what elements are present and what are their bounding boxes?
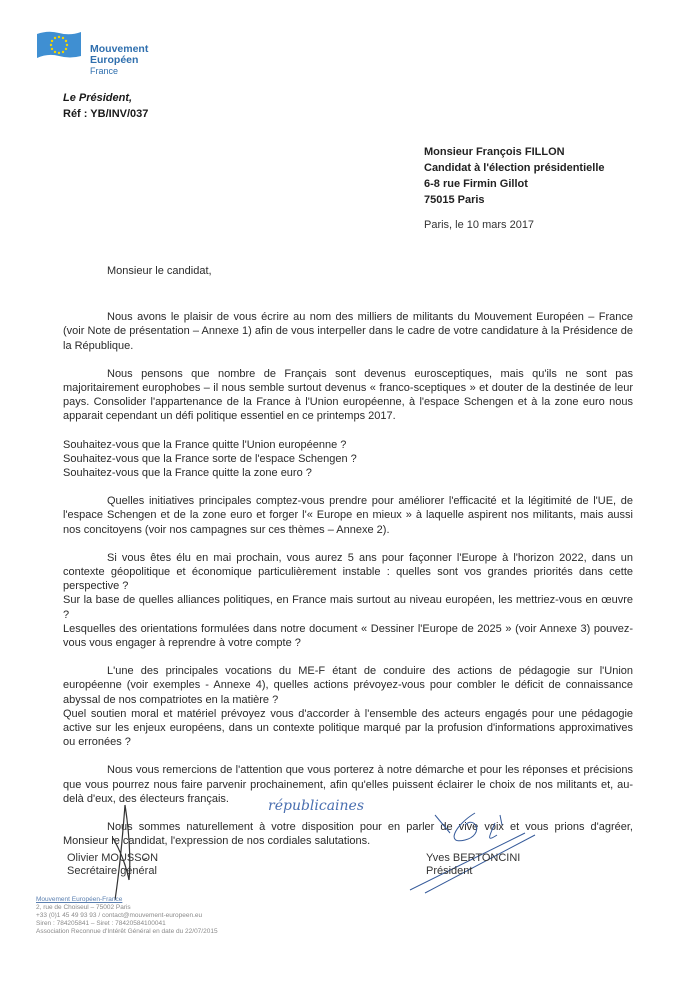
- paragraph-intro: Nous avons le plaisir de vous écrire au nom des milliers de militants du Mouvement Européen – France (voir Note de présentation – Annexe 1) afin de vous interpeller dans le cadre de votre candidature à la Présidence de la République.: [63, 311, 633, 352]
- signatory-name: Yves BERTONCINI: [426, 852, 521, 864]
- signatory-secretary: [67, 852, 158, 878]
- orientations-question: Lesquelles des orientations formulées dans notre document « Dessiner l'Europe de 2025 » (voir Annexe 3) pouvez-vous vous engager à reprendre à votre compte ?: [63, 622, 633, 650]
- recipient-name: Monsieur François FILLON: [424, 146, 565, 158]
- handwritten-annotation: républicaines: [268, 798, 365, 814]
- support-question: Quel soutien moral et matériel prévoyez vous d'accorder à l'ensemble des acteurs engagés pour une pédagogie active sur les enjeux européens, dans un contexte politique marqué par la profusion d'informations approximatives ou erronées ?: [63, 707, 633, 749]
- recipient-street: 6-8 rue Firmin Gillot: [424, 178, 528, 190]
- paragraph-euroscepticism: Nous pensons que nombre de Français sont devenus eurosceptiques, mais qu'ils ne sont pas majoritairement europhobes – il nous semble surtout devenus « franco-sceptiques » et douter de la destinée de leur pays. Consolider l'appartenance de la France à l'Union européenne, à l'espace Schengen et à la zone euro nous apparait cependant un défi politique essentiel en ce printemps 2017.: [63, 367, 633, 423]
- paragraph-closing: Nous sommes naturellement à votre disposition pour en parler de vive voix et vous prions d'agréer, Monsieur le candidat, l'expression de nos cordiales salutations.: [63, 821, 633, 848]
- logo-line-2: Européen: [90, 54, 139, 66]
- logo-line-3: France: [90, 66, 119, 76]
- paragraph-pedagogy: [63, 664, 633, 749]
- signatory-role: Secrétaire général: [67, 865, 157, 877]
- footer-ids: Siren : 784205841 – Siret : 78420584100041: [36, 920, 166, 927]
- eu-flag-icon: [36, 30, 82, 60]
- footer-address: 2, rue de Choiseul – 75002 Paris: [36, 904, 131, 911]
- paragraph-thanks: Nous vous remercions de l'attention que vous porterez à notre démarche et pour les réponses et précisions que vous pourrez nous faire parvenir prochainement, afin qu'elles puissent éclairer le choix de nos militants et, au-delà d'eux, des électeurs français.: [63, 764, 633, 805]
- question-list: [63, 438, 633, 481]
- letter-date: Paris, le 10 mars 2017: [424, 219, 535, 231]
- recipient-city: 75015 Paris: [424, 194, 485, 206]
- signatory-president: [426, 852, 520, 878]
- paragraph-priorities: [63, 551, 633, 650]
- letterhead-footer: [36, 896, 218, 936]
- organization-logo: [36, 30, 166, 85]
- sender-block: [63, 90, 148, 122]
- logo-wordmark: [90, 44, 148, 77]
- recipient-role: Candidat à l'élection présidentielle: [424, 162, 605, 174]
- alliances-question: Sur la base de quelles alliances politiques, en France mais surtout au niveau européen, les mettriez-vous en œuvre ?: [63, 594, 633, 621]
- paragraph-initiatives: Quelles initiatives principales comptez-vous prendre pour améliorer l'efficacité et la légitimité de l'UE, de l'espace Schengen et de la zone euro et forger l'« Europe en mieux » à laquelle aspirent nos militants, mais aussi nos concitoyens (voir nos campagnes sur ces thèmes – Annexe 2).: [63, 495, 633, 536]
- pedagogy-text: L'une des principales vocations du ME-F étant de conduire des actions de pédagogie sur l'Union européenne (voir exemples - Annexe 4), quelles actions prévoyez-vous pour combler le déficit de connaissance abyssal de nos compatriotes en la matière ?: [63, 665, 633, 706]
- logo-line-1: Mouvement: [90, 43, 149, 55]
- signatory-role: Président: [426, 865, 473, 877]
- recipient-address: [424, 144, 605, 208]
- priorities-text: Si vous êtes élu en mai prochain, vous aurez 5 ans pour façonner l'Europe à l'horizon 2022, dans un contexte géopolitique et économique particulièrement instable : quelles sont vos grandes priorités dans cette perspective ?: [63, 551, 633, 593]
- salutation: Monsieur le candidat,: [107, 265, 212, 277]
- question-eu: Souhaitez-vous que la France quitte l'Union européenne ?: [63, 438, 347, 451]
- footer-org-name: Mouvement Européen-France: [36, 896, 123, 903]
- signatory-name: Olivier MOUSSON: [67, 852, 159, 864]
- letter-body: [63, 264, 633, 863]
- question-schengen: Souhaitez-vous que la France sorte de l'espace Schengen ?: [63, 452, 357, 465]
- footer-status: Association Reconnue d'Intérêt Général en date du 22/07/2015: [36, 928, 218, 935]
- sender-title: Le Président,: [63, 92, 133, 104]
- reference-number: Réf : YB/INV/037: [63, 108, 149, 120]
- footer-contact: +33 (0)1 45 49 93 93 / contact@mouvement-europeen.eu: [36, 912, 203, 919]
- question-euro: Souhaitez-vous que la France quitte la zone euro ?: [63, 467, 312, 480]
